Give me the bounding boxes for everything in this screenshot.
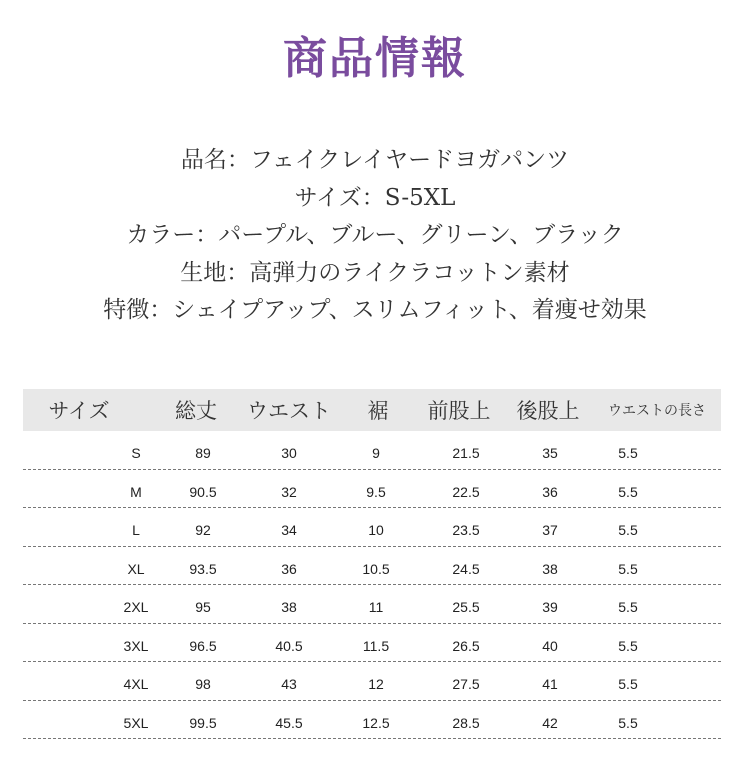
cell-waistband-length: 5.5 [618,445,638,461]
cell-waistband-length: 5.5 [618,483,638,500]
header-waist: ウエスト [247,399,331,423]
cell-waist: 40.5 [275,637,303,654]
cell-hem: 11.5 [362,637,390,654]
product-fabric: 生地：高弾力のライクラコットン素材 [180,259,570,286]
page-title: 商品情報 [283,33,467,84]
product-features: 特徴：シェイプアップ、スリムフィット、着痩せ効果 [103,297,647,323]
cell-waistband-length: 5.5 [618,560,638,577]
cell-waist: 32 [281,483,297,500]
cell-size: 2XL [123,599,149,615]
header-size: サイズ [48,399,110,423]
table-row [23,662,721,701]
cell-waistband-length: 5.5 [618,637,638,654]
cell-hem: 12.5 [362,714,390,731]
table-row [23,547,721,586]
cell-size: M [130,483,142,500]
cell-waistband-length: 5.5 [618,676,638,692]
cell-back-rise: 42 [542,714,558,731]
cell-total-length: 99.5 [189,714,217,731]
cell-back-rise: 36 [542,483,558,500]
cell-front-rise: 22.5 [452,483,480,500]
product-size-range: サイズ：S-5XL [294,184,456,211]
cell-size: 5XL [123,714,149,731]
table-row [23,470,721,509]
cell-waist: 43 [281,676,297,692]
cell-waistband-length: 5.5 [618,599,638,615]
cell-total-length: 96.5 [189,637,217,654]
cell-waist: 45.5 [275,714,303,731]
product-colors: カラー：パープル、ブルー、グリーン、ブラック [126,222,624,248]
cell-back-rise: 39 [542,599,558,615]
cell-front-rise: 23.5 [452,522,480,538]
size-table-header [23,389,721,431]
cell-waistband-length: 5.5 [618,522,638,538]
product-name: 品名：フェイクレイヤードヨガパンツ [180,147,570,173]
cell-size: L [132,522,140,538]
cell-back-rise: 37 [542,522,558,538]
header-total-length: 総丈 [175,399,217,423]
cell-size: 3XL [123,637,149,654]
cell-size: 4XL [123,676,149,692]
cell-front-rise: 28.5 [452,714,480,731]
table-row [23,624,721,663]
cell-waistband-length: 5.5 [618,714,638,731]
cell-waist: 30 [281,445,297,461]
cell-size: XL [127,560,145,577]
cell-hem: 10 [368,522,384,538]
cell-back-rise: 35 [542,445,558,461]
cell-size: S [131,445,141,461]
cell-total-length: 93.5 [189,560,217,577]
size-table-body [23,431,721,739]
cell-hem: 9.5 [366,483,386,500]
table-row [23,431,721,470]
cell-back-rise: 38 [542,560,558,577]
cell-total-length: 92 [195,522,211,538]
table-row [23,508,721,547]
header-front-rise: 前股上 [427,399,491,423]
cell-back-rise: 40 [542,637,558,654]
cell-total-length: 98 [195,676,211,692]
cell-total-length: 95 [195,599,211,615]
cell-hem: 12 [368,676,384,692]
cell-front-rise: 27.5 [452,676,480,692]
cell-waist: 34 [281,522,297,538]
cell-hem: 11 [368,599,384,615]
header-hem: 裾 [367,399,389,423]
cell-waist: 38 [281,599,297,615]
cell-front-rise: 26.5 [452,637,480,654]
table-row [23,585,721,624]
cell-front-rise: 21.5 [452,445,480,461]
cell-hem: 9 [372,445,380,461]
cell-front-rise: 24.5 [452,560,480,577]
cell-total-length: 89 [195,445,211,461]
cell-hem: 10.5 [362,560,390,577]
cell-waist: 36 [281,560,297,577]
cell-back-rise: 41 [542,676,558,692]
header-back-rise: 後股上 [516,399,580,423]
header-waistband-length: ウエストの長さ [608,403,706,419]
cell-front-rise: 25.5 [452,599,480,615]
cell-total-length: 90.5 [189,483,217,500]
product-info [0,142,750,330]
table-row [23,701,721,740]
size-table [23,389,721,739]
